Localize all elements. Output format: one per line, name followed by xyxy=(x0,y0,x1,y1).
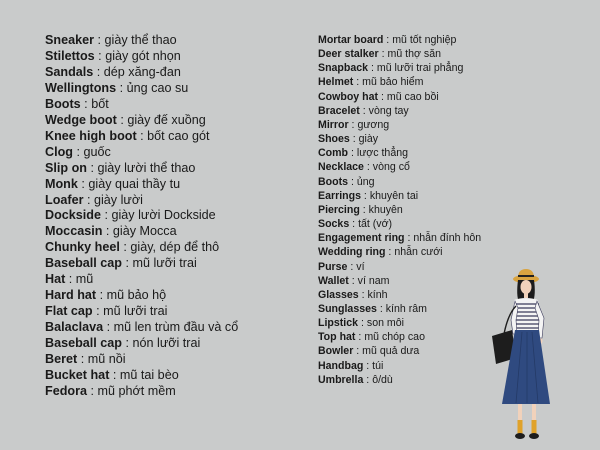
vocab-term: Sunglasses xyxy=(318,302,377,315)
vocab-meaning: mũ bảo hiểm xyxy=(362,76,424,89)
vocab-entry xyxy=(45,368,310,384)
vocab-meaning: lược thẳng xyxy=(356,147,409,160)
vocab-entry xyxy=(318,90,518,104)
vocab-entry xyxy=(45,193,310,209)
vocab-meaning: mũ lưỡi trai xyxy=(103,304,168,319)
vocab-meaning: mũ nồi xyxy=(87,352,126,367)
vocab-separator: : xyxy=(358,288,368,301)
vocab-meaning: guốc xyxy=(83,144,111,159)
vocab-meaning: khuyên xyxy=(368,203,403,216)
vocab-entry xyxy=(318,189,518,203)
vocab-meaning: kính râm xyxy=(385,302,427,315)
vocab-meaning: mũ lưỡi trai xyxy=(132,256,197,271)
vocab-separator: : xyxy=(109,368,120,383)
vocab-separator: : xyxy=(94,33,105,47)
vocab-entry xyxy=(45,129,310,145)
right-sock xyxy=(532,420,537,434)
vocab-meaning: giày, dép để thô xyxy=(130,240,220,255)
vocab-term: Bucket hat xyxy=(45,368,110,383)
vocab-term: Handbag xyxy=(318,359,364,372)
vocab-separator: : xyxy=(116,80,127,95)
vocab-term: Bowler xyxy=(318,345,354,358)
vocab-term: Sneaker xyxy=(45,33,95,47)
vocab-separator: : xyxy=(94,48,106,63)
vocab-separator: : xyxy=(102,224,113,239)
vocab-term: Helmet xyxy=(318,76,354,89)
vocab-meaning: giày gót nhọn xyxy=(105,48,181,63)
vocab-term: Chunky heel xyxy=(45,240,120,255)
left-leg xyxy=(518,404,522,422)
vocab-meaning: mũ lưỡi trai phẳng xyxy=(376,62,464,75)
vocab-entry xyxy=(318,33,518,47)
vocab-separator: : xyxy=(87,383,98,398)
vocab-term: Deer stalker xyxy=(318,48,379,61)
vocab-term: Piercing xyxy=(318,203,360,216)
vocab-meaning: mũ phớt mềm xyxy=(97,383,176,398)
vocab-meaning: giày Mocca xyxy=(112,224,177,239)
vocab-term: Loafer xyxy=(45,192,84,207)
vocab-term: Dockside xyxy=(45,208,101,223)
vocab-term: Baseball cap xyxy=(45,256,123,271)
vocab-separator: : xyxy=(136,128,148,143)
vocab-term: Wedge boot xyxy=(45,112,117,127)
vocab-separator: : xyxy=(378,48,388,61)
vocab-term: Sandals xyxy=(45,64,94,79)
vocab-meaning: mũ cao bồi xyxy=(386,90,439,103)
vocab-meaning: mũ len trùm đầu và cổ xyxy=(113,320,239,335)
vocab-meaning: gương xyxy=(357,118,390,131)
vocab-entry xyxy=(45,113,310,129)
vocab-term: Hard hat xyxy=(45,288,97,303)
vocab-term: Moccasin xyxy=(45,224,103,239)
vocab-meaning: giày xyxy=(358,133,379,146)
vocab-separator: : xyxy=(353,76,363,89)
vocab-term: Monk xyxy=(45,176,78,191)
vocab-separator: : xyxy=(348,175,357,188)
vocab-separator: : xyxy=(355,331,365,344)
vocab-term: Top hat xyxy=(318,331,356,344)
vocab-entry xyxy=(318,104,518,118)
vocab-term: Baseball cap xyxy=(45,336,123,351)
vocab-separator: : xyxy=(359,104,369,117)
vocab-entry xyxy=(45,224,310,240)
vocab-term: Clog xyxy=(45,144,73,159)
vocab-separator: : xyxy=(360,189,370,202)
vocab-separator: : xyxy=(119,240,131,255)
vocab-term: Glasses xyxy=(318,288,359,301)
vocab-term: Umbrella xyxy=(318,373,364,386)
vocab-term: Boots xyxy=(318,175,349,188)
vocab-separator: : xyxy=(378,90,387,103)
vocab-meaning: ủng cao su xyxy=(126,80,189,95)
vocab-meaning: bốt xyxy=(91,96,109,111)
vocab-meaning: giày quai thầy tu xyxy=(88,176,181,191)
left-shoe xyxy=(515,433,525,439)
vocab-entry xyxy=(318,203,518,217)
vocab-meaning: vòng cổ xyxy=(372,161,410,174)
vocab-separator: : xyxy=(80,96,92,111)
vocab-meaning: ví xyxy=(356,260,365,273)
vocab-term: Wallet xyxy=(318,274,349,287)
vocab-entry xyxy=(318,132,518,146)
vocab-meaning: vòng tay xyxy=(368,104,409,117)
vocab-meaning: ủng xyxy=(356,175,375,188)
vocab-separator: : xyxy=(353,345,363,358)
vocab-term: Boots xyxy=(45,96,81,111)
vocab-entry xyxy=(45,384,310,400)
vocab-meaning: mũ chóp cao xyxy=(364,331,425,344)
vocab-entry xyxy=(45,97,310,113)
vocab-term: Comb xyxy=(318,147,349,160)
vocab-entry xyxy=(45,288,310,304)
vocab-meaning: giày lười Dockside xyxy=(111,208,216,223)
vocab-separator: : xyxy=(348,274,358,287)
vocab-meaning: túi xyxy=(372,359,384,372)
vocab-entry xyxy=(45,320,310,336)
vocab-separator: : xyxy=(363,161,373,174)
vocab-meaning: kính xyxy=(367,288,388,301)
vocab-entry xyxy=(45,304,310,320)
face xyxy=(521,280,532,294)
vocab-separator: : xyxy=(404,232,414,245)
vocab-term: Mirror xyxy=(318,118,349,131)
vocab-meaning: giày lười thể thao xyxy=(97,160,196,175)
vocab-term: Hat xyxy=(45,272,66,287)
vocab-entry xyxy=(45,65,310,81)
vocab-meaning: giày thể thao xyxy=(104,33,177,47)
vocab-separator: : xyxy=(363,359,373,372)
vocab-term: Earrings xyxy=(318,189,361,202)
vocab-separator: : xyxy=(65,272,76,287)
vocab-separator: : xyxy=(77,176,89,191)
vocab-term: Wellingtons xyxy=(45,80,117,95)
vocab-separator: : xyxy=(376,302,386,315)
vocab-meaning: mũ bảo hộ xyxy=(106,288,167,303)
vocab-entry xyxy=(45,208,310,224)
vocab-entry xyxy=(318,231,518,245)
vocab-separator: : xyxy=(349,218,359,231)
vocab-entry xyxy=(318,160,518,174)
vocab-term: Lipstick xyxy=(318,317,359,330)
neck xyxy=(524,293,528,298)
vocab-meaning: giày đế xuồng xyxy=(127,112,206,127)
vocab-meaning: ô/dù xyxy=(372,373,393,386)
vocab-separator: : xyxy=(385,246,395,259)
vocab-meaning: mũ tai bèo xyxy=(119,368,179,383)
vocab-separator: : xyxy=(72,144,84,159)
left-vocab-list xyxy=(45,33,310,400)
vocab-term: Flat cap xyxy=(45,304,93,319)
vocab-meaning: dép xăng-đan xyxy=(103,64,181,79)
vocab-term: Mortar board xyxy=(318,34,384,46)
vocab-meaning: nón lưỡi trai xyxy=(132,336,201,351)
vocab-meaning: nhẫn đính hôn xyxy=(413,232,482,245)
vocab-separator: : xyxy=(347,260,357,273)
vocab-separator: : xyxy=(101,208,112,223)
vocab-entry xyxy=(45,240,310,256)
vocab-entry xyxy=(45,272,310,288)
vocab-meaning: mũ tốt nghiệp xyxy=(392,34,457,46)
vocab-term: Purse xyxy=(318,260,348,273)
vocab-meaning: bốt cao gót xyxy=(147,128,210,143)
vocab-separator: : xyxy=(348,118,358,131)
hat-band xyxy=(518,275,534,277)
vocab-separator: : xyxy=(83,192,94,207)
vocab-separator: : xyxy=(368,62,377,75)
vocab-meaning: nhẫn cưới xyxy=(394,246,443,259)
vocab-separator: : xyxy=(86,160,98,175)
vocab-meaning: mũ quả dưa xyxy=(362,345,420,358)
vocab-meaning: ví nam xyxy=(357,274,390,287)
vocab-separator: : xyxy=(349,133,359,146)
vocab-term: Knee high boot xyxy=(45,128,137,143)
girl-illustration xyxy=(478,262,558,450)
vocab-entry xyxy=(45,336,310,352)
vocab-term: Balaclava xyxy=(45,320,104,335)
vocab-term: Necklace xyxy=(318,161,364,174)
vocab-entry xyxy=(45,81,310,97)
vocab-meaning: tất (vớ) xyxy=(358,218,393,231)
vocab-term: Wedding ring xyxy=(318,246,386,259)
vocab-term: Shoes xyxy=(318,133,350,146)
vocab-entry xyxy=(45,161,310,177)
vocab-term: Slip on xyxy=(45,160,87,175)
vocab-entry xyxy=(45,256,310,272)
vocab-separator: : xyxy=(348,147,357,160)
vocab-separator: : xyxy=(92,304,104,319)
vocab-separator: : xyxy=(93,64,104,79)
vocab-term: Bracelet xyxy=(318,104,360,117)
vocab-meaning: mũ xyxy=(75,272,94,287)
vocab-separator: : xyxy=(358,317,367,330)
vocab-separator: : xyxy=(122,256,133,271)
vocab-term: Snapback xyxy=(318,62,369,75)
vocab-meaning: mũ thợ săn xyxy=(387,48,441,61)
vocab-entry xyxy=(45,49,310,65)
vocab-separator: : xyxy=(116,112,128,127)
vocab-separator: : xyxy=(383,34,393,46)
vocab-separator: : xyxy=(77,352,88,367)
vocab-meaning: giày lười xyxy=(94,192,143,207)
vocab-term: Cowboy hat xyxy=(318,90,379,103)
left-sock xyxy=(518,420,523,434)
vocab-entry xyxy=(318,75,518,89)
vocab-entry xyxy=(45,352,310,368)
vocab-entry xyxy=(45,177,310,193)
vocab-separator: : xyxy=(359,203,369,216)
vocab-term: Fedora xyxy=(45,383,87,398)
vocab-entry xyxy=(318,61,518,75)
vocab-entry xyxy=(318,217,518,231)
vocab-term: Engagement ring xyxy=(318,232,405,245)
vocab-entry xyxy=(318,47,518,61)
vocab-term: Socks xyxy=(318,218,350,231)
vocab-term: Beret xyxy=(45,352,78,367)
right-shoe xyxy=(529,433,539,439)
vocab-entry xyxy=(318,118,518,132)
vocab-meaning: son môi xyxy=(366,317,404,330)
right-leg xyxy=(532,404,536,422)
vocab-separator: : xyxy=(103,320,114,335)
vocab-entry xyxy=(318,146,518,160)
vocab-entry xyxy=(318,175,518,189)
vocab-term: Stilettos xyxy=(45,48,95,63)
vocab-separator: : xyxy=(363,373,373,386)
vocab-entry xyxy=(318,245,518,259)
vocab-entry xyxy=(45,145,310,161)
vocab-meaning: khuyên tai xyxy=(369,189,419,202)
vocab-entry xyxy=(45,33,310,49)
vocab-separator: : xyxy=(122,336,133,351)
vocab-separator: : xyxy=(96,288,107,303)
